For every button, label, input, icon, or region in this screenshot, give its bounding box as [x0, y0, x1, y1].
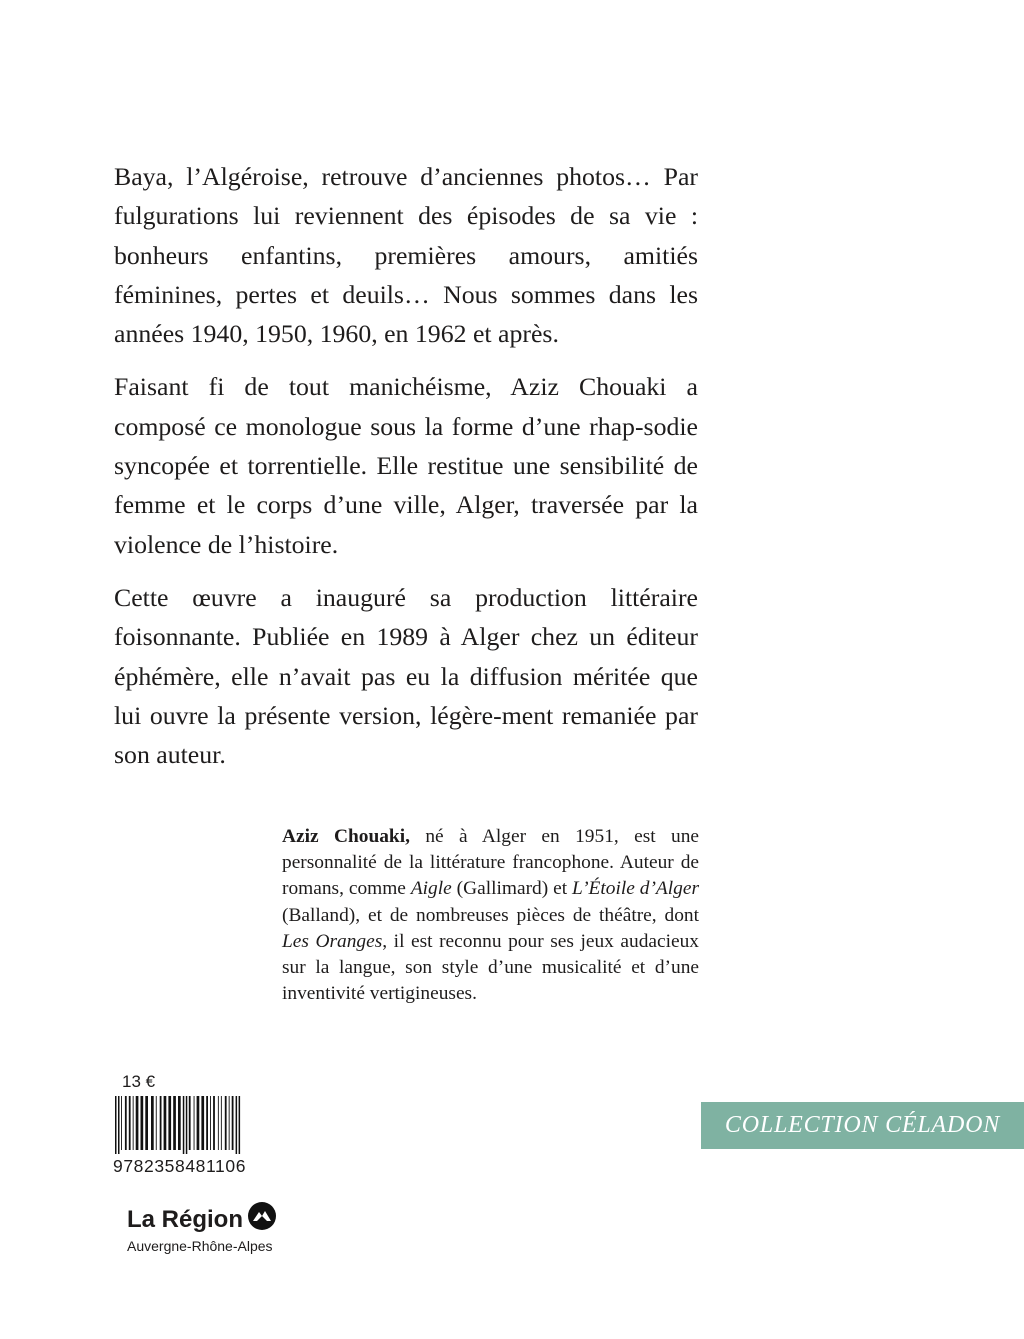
barcode-bar	[133, 1096, 134, 1150]
barcode-bar	[229, 1096, 230, 1150]
barcode-bar	[151, 1096, 154, 1150]
bio-text-1: né à Alger en 1951, est une personnalité de la littérature francophone. Auteur de romans, comme	[282, 826, 700, 900]
blurb-paragraph-2: Faisant fi de tout manichéisme, Aziz Chouaki a composé ce monologue sous la forme d’une rhap-sodie syncopée et torrentielle. Elle restitue une sensibilité de femme et le corps d’une ville, Alger, traversée par la violence de l’histoire.	[114, 372, 698, 559]
price: 13 €	[122, 1072, 156, 1091]
sponsor-subtitle: Auvergne-Rhône-Alpes	[127, 1238, 273, 1254]
barcode	[113, 1096, 281, 1154]
book-title-oranges: Les Oranges	[282, 930, 383, 952]
barcode-bar	[236, 1096, 238, 1154]
book-title-etoile: L’Étoile d’Alger	[572, 878, 699, 900]
barcode-bar	[160, 1096, 162, 1150]
bio-text-3: (Balland), et de nombreuses pièces de théâtre, dont	[282, 904, 699, 926]
barcode-bar	[125, 1096, 127, 1150]
collection-badge	[701, 1102, 1024, 1149]
barcode-bar	[156, 1096, 157, 1150]
barcode-bar	[194, 1096, 195, 1150]
barcode-bar	[183, 1096, 185, 1154]
barcode-bar	[115, 1096, 117, 1154]
book-title-aigle: Aigle	[410, 878, 452, 900]
collection-label: COLLECTION CÉLADON	[724, 1112, 1001, 1138]
region-logo-icon	[247, 1201, 277, 1231]
barcode-bar	[145, 1096, 148, 1150]
isbn-number: 9782358481106	[113, 1156, 247, 1176]
barcode-bar	[218, 1096, 219, 1150]
author-bio	[282, 824, 699, 1007]
barcode-bar	[121, 1096, 122, 1150]
bio-text-2: (Gallimard) et	[451, 878, 573, 900]
blurb-paragraph-1: Baya, l’Algéroise, retrouve d’anciennes photos… Par fulgurations lui reviennent des épisodes de sa vie : bonheurs enfantins, premières amours, amitiés féminines, pertes et deuils… Nous sommes dans les années 1940, 1950, 1960, en 1962 et après.	[114, 162, 698, 349]
barcode-bar	[118, 1096, 120, 1154]
barcode-bar	[186, 1096, 188, 1154]
barcode-bar	[129, 1096, 131, 1150]
barcode-bar	[136, 1096, 139, 1150]
barcode-bar	[225, 1096, 227, 1150]
barcode-bar	[239, 1096, 241, 1154]
barcode-bar	[197, 1096, 200, 1150]
barcode-bar	[221, 1096, 222, 1150]
author-name: Aziz Chouaki,	[282, 826, 410, 847]
barcode-bar	[173, 1096, 176, 1150]
barcode-bar	[206, 1096, 208, 1150]
barcode-bar	[210, 1096, 211, 1150]
barcode-bar	[213, 1096, 215, 1150]
barcode-bar	[164, 1096, 167, 1150]
blurb-paragraph-3: Cette œuvre a inauguré sa production littéraire foisonnante. Publiée en 1989 à Alger chez un éditeur éphémère, elle n’avait pas eu la diffusion méritée que lui ouvre la présente version, légère-ment remaniée par son auteur.	[114, 582, 698, 770]
barcode-bar	[178, 1096, 181, 1150]
barcode-bar	[141, 1096, 144, 1150]
blurb	[114, 157, 698, 788]
barcode-bar	[201, 1096, 204, 1150]
sponsor-name: La Région	[127, 1206, 244, 1233]
barcode-bar	[232, 1096, 234, 1150]
bio-text-4: , il est reconnu pour ses jeux audacieux sur la langue, son style d’une musicalité et d’une inventivité vertigineuses.	[282, 930, 699, 1005]
barcode-bar	[168, 1096, 171, 1150]
barcode-bar	[189, 1096, 191, 1150]
